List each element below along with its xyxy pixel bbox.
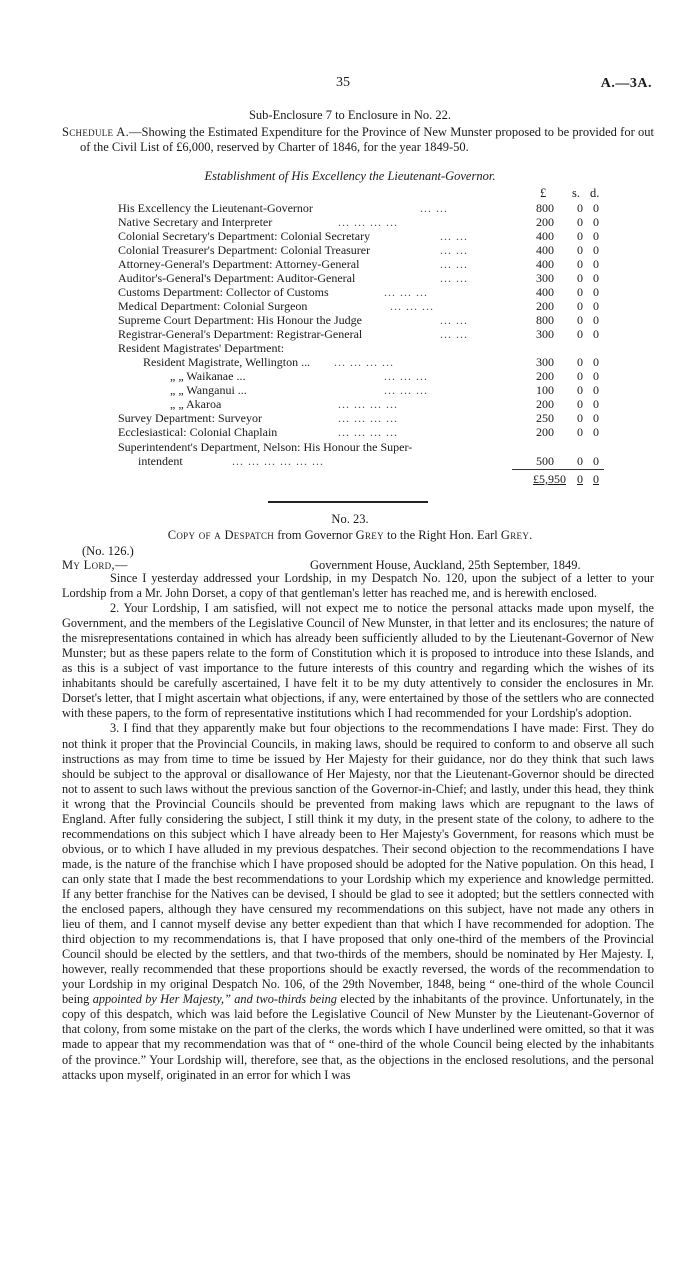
row-label: „ „ Waikanae ...: [170, 369, 246, 383]
row-amount: 300: [536, 355, 554, 369]
currency-header-pence: d.: [590, 186, 600, 200]
row-shillings: 0: [577, 271, 583, 285]
row-shillings: 0: [577, 425, 583, 439]
schedule-title: [62, 125, 654, 155]
row-shillings: 0: [577, 215, 583, 229]
row-label: Colonial Treasurer's Department: Colonial Treasurer: [118, 243, 371, 257]
superintendent-label-line2: intendent: [138, 454, 183, 468]
row-leader-dots: ... ...: [440, 229, 468, 243]
row-amount: 200: [536, 425, 554, 439]
row-leader-dots: ... ...: [440, 243, 468, 257]
row-label: Medical Department: Colonial Surgeon: [118, 299, 308, 313]
paragraph: 2. Your Lordship, I am satisfied, will not expect me to notice the personal attacks made upon myself, the Government, and the members of the Legislative Council of New Munster, in that letter and its enclosures; the nature of the misrepresentations contained in which has already been sufficiently alluded to by the Lieutenant-Governor of New Munster; but as these papers relate to the form of Constitution which it is proposed to introduce into these Islands, and as this is a subject of vast importance to the future interests of this country and regarding which the wishes of its inhabitants should be carefully ascertained, I have felt it to be my duty attentively to consider the enclosures in Mr. Dorset's letter, that I might ascertain what objections, if any, were entertained by those of the settlers who are connected with these papers, to the form of representative institutions which I had recommended for your Lordship's adoption.: [62, 601, 654, 721]
row-label: Survey Department: Surveyor: [118, 411, 262, 425]
row-label: Customs Department: Collector of Customs: [118, 285, 329, 299]
table-row: [0, 313, 700, 327]
row-amount: 300: [536, 271, 554, 285]
row-leader-dots: ... ...: [440, 257, 468, 271]
total-pence: 0: [593, 472, 599, 486]
schedule-lead: Schedule A.: [62, 125, 130, 139]
row-label: His Excellency the Lieutenant-Governor: [118, 201, 313, 215]
row-amount: 200: [536, 299, 554, 313]
table-row: [0, 215, 700, 229]
superintendent-label-line1: Superintendent's Department, Nelson: His Honour the Super-: [118, 440, 413, 454]
row-amount: 250: [536, 411, 554, 425]
row-shillings: 0: [577, 243, 583, 257]
row-pence: 0: [593, 257, 599, 271]
row-label: Native Secretary and Interpreter: [118, 215, 273, 229]
row-leader-dots: ... ... ...: [384, 369, 428, 383]
table-row: [0, 383, 700, 397]
paragraph-text: elected by the inhabitants of the province. Unfortunately, in the copy of this despatch, which was laid before the Legislative Council of New Munster by the Lieutenant-Governor of that colony, from some mistake on the part of the clerks, the words which I have underlined were omitted, so that it was made to appear that my recommendation was that of “ one-third of the whole Council being elected by the inhabitants of the province.” Your Lordship will, therefore, see that, as the objections in the enclosed resolutions, and the personal attacks upon myself, originated in an error for which I was: [62, 992, 654, 1082]
currency-header-shillings: s.: [572, 186, 580, 200]
row-amount: 300: [536, 327, 554, 341]
schedule-text: —Showing the Estimated Expenditure for the Province of New Munster proposed to be provided for out of the Civil List of £6,000, reserved by Charter of 1846, for the year 1849-50.: [80, 125, 654, 154]
row-amount: 100: [536, 383, 554, 397]
magistrates-heading-label: Resident Magistrates' Department:: [118, 341, 285, 355]
row-leader-dots: ... ...: [440, 313, 468, 327]
row-pence: 0: [593, 383, 599, 397]
row-label: Colonial Secretary's Department: Colonial Secretary: [118, 229, 371, 243]
despatch-title: [0, 528, 700, 543]
row-leader-dots: ... ... ...: [390, 299, 434, 313]
copy-of-despatch: Copy of a Despatch: [167, 528, 275, 542]
table-row: [0, 285, 700, 299]
row-leader-dots: ... ...: [440, 271, 468, 285]
superintendent-row: [0, 440, 700, 454]
row-pence: 0: [593, 285, 599, 299]
row-shillings: 0: [577, 299, 583, 313]
paper-reference: A.—3A.: [600, 76, 652, 91]
row-pence: 0: [593, 411, 599, 425]
row-label: Supreme Court Department: His Honour the Judge: [118, 313, 362, 327]
row-amount: 400: [536, 285, 554, 299]
row-shillings: 0: [577, 355, 583, 369]
table-row: [0, 369, 700, 383]
table-row: [0, 201, 700, 215]
row-amount: 200: [536, 369, 554, 383]
title-part: to the Right Hon. Earl: [383, 528, 501, 542]
row-leader-dots: ... ... ...: [384, 285, 428, 299]
row-shillings: 0: [577, 229, 583, 243]
table-row: [0, 425, 700, 439]
table-row: [0, 299, 700, 313]
row-leader-dots: ... ... ... ...: [338, 411, 398, 425]
table-row: [0, 271, 700, 285]
paragraph: Since I yesterday addressed your Lordship, in my Despatch No. 120, upon the subject of a letter to your Lordship from a Mr. John Dorset, a copy of that gentleman's letter has reached me, and is herewith enclosed.: [62, 571, 654, 601]
row-leader-dots: ... ... ... ...: [338, 425, 398, 439]
row-pence: 0: [593, 369, 599, 383]
table-row: [0, 229, 700, 243]
row-pence: 0: [593, 355, 599, 369]
row-shillings: 0: [577, 313, 583, 327]
row-amount: 400: [536, 229, 554, 243]
row-label: Auditor's-General's Department: Auditor-General: [118, 271, 356, 285]
row-amount: 200: [536, 397, 554, 411]
currency-header-pounds: £: [540, 186, 547, 200]
row-pence: 0: [593, 215, 599, 229]
row-shillings: 0: [577, 285, 583, 299]
section-separator: [268, 501, 428, 503]
row-amount: 800: [536, 201, 554, 215]
table-row: [0, 411, 700, 425]
governor-name: Grey: [355, 528, 384, 542]
row-leader-dots: ... ... ... ...: [338, 215, 398, 229]
row-shillings: 0: [577, 327, 583, 341]
magistrates-heading: [0, 341, 700, 355]
title-end: .: [529, 528, 533, 542]
row-leader-dots: ... ... ... ...: [338, 397, 398, 411]
row-shillings: 0: [577, 454, 583, 468]
underlined-words: appointed by Her Majesty,” and two-thirds being: [92, 992, 337, 1007]
row-shillings: 0: [577, 397, 583, 411]
row-pence: 0: [593, 243, 599, 257]
row-shillings: 0: [577, 257, 583, 271]
table-row: [0, 243, 700, 257]
row-leader-dots: ... ...: [420, 201, 448, 215]
row-label: „ „ Akaroa: [170, 397, 222, 411]
page-number: 35: [336, 75, 350, 90]
row-pence: 0: [593, 271, 599, 285]
establishment-subheading: Establishment of His Excellency the Lieutenant-Governor.: [204, 169, 496, 183]
salutation: My Lord,—: [62, 558, 128, 572]
total-amount: £5,950: [533, 472, 566, 486]
row-leader-dots: ... ... ... ...: [334, 355, 394, 369]
table-row: [0, 397, 700, 411]
total-shillings: 0: [577, 472, 583, 486]
despatch-body: [62, 571, 654, 1083]
row-amount: 800: [536, 313, 554, 327]
row-leader-dots: ... ... ...: [384, 383, 428, 397]
row-amount: 400: [536, 257, 554, 271]
row-amount: 500: [536, 454, 554, 468]
table-row: [0, 327, 700, 341]
row-label: Attorney-General's Department: Attorney-General: [118, 257, 360, 271]
paragraph-text: 3. I find that they apparently make but four objections to the recommendations I have made: First. They do not think it proper that the Provincial Councils, in making laws, should be required to conform to and observe all such instructions as may from time to time be issued by Her Majesty for their guidance, nor do they think that such laws should be subject to the approval or disallowance of Her Majesty, nor that the Lieutenant-Governor should be directed not to assent to such laws without the previous sanction of the Governor-in-Chief; and lastly, under this head, they think it wrong that the Provincial Councils should be prevented from making laws which are repugnant to the laws of England. After fully considering the subject, I still think it my duty, in the present state of the colony, to adhere to the recommendations on this subject which I have already been to Her Majesty's Government, for reasons which must be obvious, or to which I have alluded in my previous despatches. Their second objection to the recommendations I have made, is the nature of the franchise which I have proposed should be adopted for the Native population. On this head, I can only state that I made the best recommendations to your Lordship which my experience and knowledge permitted. If any better franchise for the Natives can be devised, I should be glad to see it adopted; but the settlers connected with the enclosed papers, although they have censured my recommendations on this subject, have not made any others in lieu of them, and I cannot myself devise any better expedient than that which I have recommended for adoption. The third objection to my recommendations is, that I have proposed that only one-third of the members of the Provincial Council should be elected by the settlers, and that two-thirds of the members, should be nominated by Her Majesty. I, however, really recommended that these proportions should be exactly reversed, the words of the recommendation to your Lordship in my original Despatch No. 106, of the 29th November, 1848, being “ one-third of the whole Council being: [62, 721, 654, 1007]
row-pence: 0: [593, 299, 599, 313]
row-pence: 0: [593, 425, 599, 439]
row-pence: 0: [593, 397, 599, 411]
sender-address: Government House, Auckland, 25th September, 1849.: [310, 558, 581, 572]
row-shillings: 0: [577, 201, 583, 215]
row-label: „ „ Wanganui ...: [170, 383, 247, 397]
row-pence: 0: [593, 201, 599, 215]
sub-enclosure-heading: Sub-Enclosure 7 to Enclosure in No. 22.: [248, 108, 452, 122]
superintendent-row-cont: [0, 454, 700, 468]
earl-name: Grey: [500, 528, 530, 542]
table-row: [0, 355, 700, 369]
despatch-number: No. 23.: [331, 512, 369, 526]
title-part: from Governor: [274, 528, 356, 542]
row-pence: 0: [593, 313, 599, 327]
row-pence: 0: [593, 454, 599, 468]
row-leader-dots: ... ... ... ... ... ...: [232, 454, 324, 468]
row-leader-dots: ... ...: [440, 327, 468, 341]
row-amount: 400: [536, 243, 554, 257]
row-amount: 200: [536, 215, 554, 229]
row-pence: 0: [593, 229, 599, 243]
row-label: Ecclesiastical: Colonial Chaplain: [118, 425, 278, 439]
paragraph: [62, 721, 654, 1082]
row-label: Registrar-General's Department: Registrar-General: [118, 327, 363, 341]
row-pence: 0: [593, 327, 599, 341]
row-shillings: 0: [577, 383, 583, 397]
total-rule: [512, 469, 604, 470]
row-shillings: 0: [577, 369, 583, 383]
row-label: Resident Magistrate, Wellington ...: [143, 355, 311, 369]
row-shillings: 0: [577, 411, 583, 425]
table-row: [0, 257, 700, 271]
despatch-reference: (No. 126.): [82, 544, 134, 558]
